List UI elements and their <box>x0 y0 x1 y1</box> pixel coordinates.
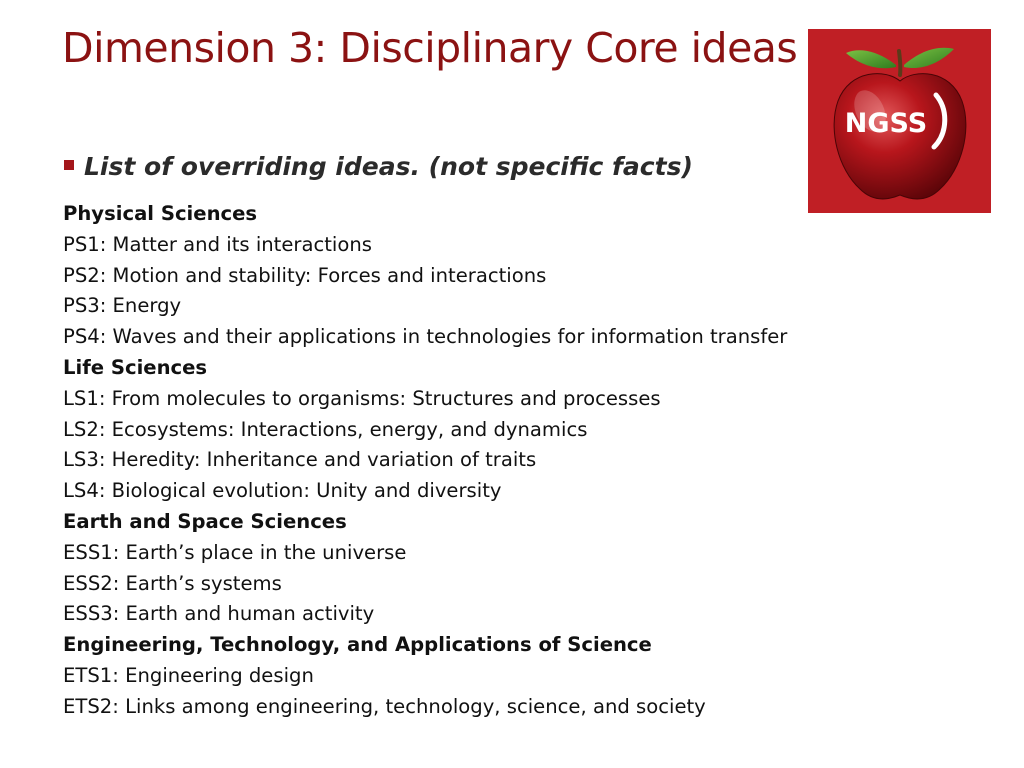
list-item: ESS3: Earth and human activity <box>63 602 375 626</box>
list-item: ETS1: Engineering design <box>63 663 314 687</box>
section-heading-physical: Physical Sciences <box>63 202 258 225</box>
slide-title: Dimension 3: Disciplinary Core ideas <box>62 24 798 72</box>
list-item: LS2: Ecosystems: Interactions, energy, and dynamics <box>63 417 588 441</box>
list-item: LS4: Biological evolution: Unity and diversity <box>63 479 502 503</box>
list-item: PS2: Motion and stability: Forces and interactions <box>63 263 547 287</box>
section-heading-life: Life Sciences <box>63 355 208 379</box>
list-item: LS3: Heredity: Inheritance and variation of traits <box>63 448 537 472</box>
list-item: LS1: From molecules to organisms: Structures and processes <box>63 386 661 410</box>
section-heading-engineering: Engineering, Technology, and Applications of Science <box>63 633 652 657</box>
list-item: PS3: Energy <box>63 294 182 318</box>
bullet-text: List of overriding ideas. (not specific facts) <box>84 152 693 181</box>
section-heading-earth-space: Earth and Space Sciences <box>63 509 347 533</box>
list-item: ESS2: Earth’s systems <box>63 571 282 595</box>
apple-icon <box>808 29 991 213</box>
subtitle-bullet <box>64 152 804 181</box>
list-item: PS1: Matter and its interactions <box>63 232 372 256</box>
ngss-logo <box>808 29 991 213</box>
list-item: ETS2: Links among engineering, technology, science, and society <box>63 694 706 718</box>
logo-text: NGSS <box>844 108 928 139</box>
list-item: PS4: Waves and their applications in technologies for information transfer <box>63 325 788 349</box>
bullet-square-icon <box>64 160 74 170</box>
core-ideas-list <box>63 199 993 723</box>
list-item: ESS1: Earth’s place in the universe <box>63 540 407 564</box>
